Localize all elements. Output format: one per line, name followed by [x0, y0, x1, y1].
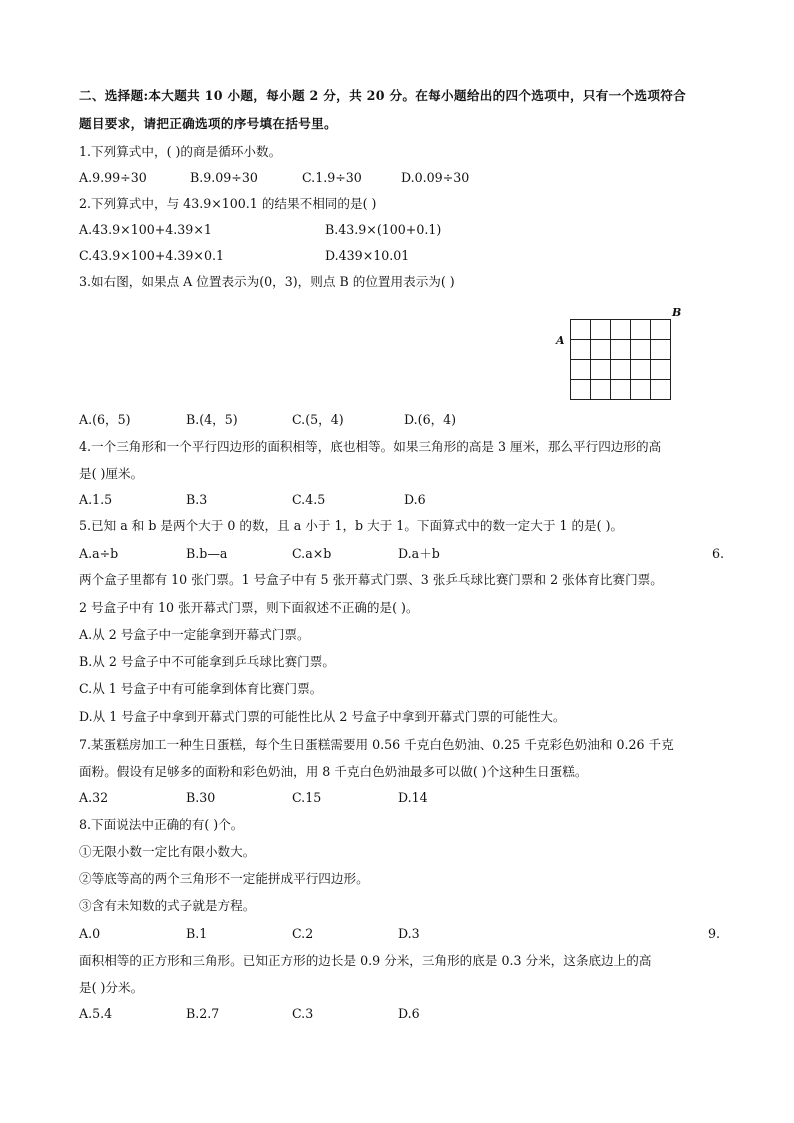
q6-option-a: A.从 2 号盒子中一定能拿到开幕式门票。: [79, 627, 310, 642]
q2-option-a: A.43.9×100+4.39×1: [79, 222, 212, 237]
q1-option-b: B.9.09÷30: [190, 170, 258, 185]
q8-statement-1: ①无限小数一定比有限小数大。: [79, 844, 256, 859]
q5-option-d: D.a＋b: [398, 546, 440, 561]
q3-option-a: A.(6，5): [79, 412, 131, 427]
q3-option-b: B.(4，5): [186, 412, 238, 427]
question-7-stem-2: 面粉。假设有足够多的面粉和彩色奶油，用 8 千克白色奶油最多可以做( )个这种生日蛋糕。: [79, 764, 588, 779]
q3-option-c: C.(5，4): [292, 412, 344, 427]
question-6-stem-2: 2 号盒子中有 10 张开幕式门票，则下面叙述不正确的是( )。: [79, 600, 419, 615]
q8-option-a: A.0: [79, 926, 101, 941]
question-8-stem: 8.下面说法中正确的有( )个。: [79, 817, 244, 832]
q8-option-b: B.1: [186, 926, 208, 941]
q2-option-b: B.43.9×(100+0.1): [325, 222, 442, 237]
q5-option-a: A.a÷b: [79, 546, 119, 561]
grid-lines: [571, 320, 671, 400]
q1-option-c: C.1.9÷30: [302, 170, 362, 185]
q7-option-d: D.14: [398, 790, 428, 805]
q2-option-d: D.439×10.01: [325, 248, 410, 263]
q3-option-d: D.(6，4): [404, 412, 457, 427]
question-4-stem-1: 4.一个三角形和一个平行四边形的面积相等，底也相等。如果三角形的高是 3 厘米，那么平行四边形的高: [79, 439, 662, 454]
question-6-number: 6.: [712, 546, 725, 561]
q4-option-d: D.6: [404, 492, 426, 507]
q8-statement-2: ②等底等高的两个三角形不一定能拼成平行四边形。: [79, 871, 369, 886]
q6-option-b: B.从 2 号盒子中不可能拿到乒乓球比赛门票。: [79, 654, 335, 669]
q8-option-d: D.3: [398, 926, 420, 941]
point-b-label: B: [672, 306, 682, 319]
section-header-line-2: 题目要求，请把正确选项的序号填在括号里。: [79, 116, 337, 131]
question-4-stem-2: 是( )厘米。: [79, 466, 144, 481]
question-3-stem: 3.如右图，如果点 A 位置表示为(0，3)，则点 B 的位置用表示为( ): [79, 274, 455, 289]
coordinate-grid-figure: [550, 302, 690, 406]
q2-option-c: C.43.9×100+4.39×0.1: [79, 248, 224, 263]
question-5-stem: 5.已知 a 和 b 是两个大于 0 的数，且 a 小于 1，b 大于 1。下面算式中的数一定大于 1 的是( )。: [79, 518, 624, 533]
section-header-line-1: 二、选择题:本大题共 10 小题，每小题 2 分，共 20 分。在每小题给出的四个选项中，只有一个选项符合: [79, 88, 687, 103]
q9-option-b: B.2.7: [186, 1006, 220, 1021]
q8-statement-3: ③含有未知数的式子就是方程。: [79, 898, 256, 913]
question-9-stem-1: 面积相等的正方形和三角形。已知正方形的边长是 0.9 分米，三角形的底是 0.3 分米，这条底边上的高: [79, 953, 652, 968]
question-7-stem-1: 7.某蛋糕房加工一种生日蛋糕，每个生日蛋糕需要用 0.56 千克白色奶油、0.25 千克彩色奶油和 0.26 千克: [79, 737, 674, 752]
question-2-stem: 2.下列算式中，与 43.9×100.1 的结果不相同的是( ): [79, 196, 377, 211]
q6-option-d: D.从 1 号盒子中拿到开幕式门票的可能性比从 2 号盒子中拿到开幕式门票的可能性大。: [79, 709, 566, 724]
q4-option-b: B.3: [186, 492, 208, 507]
q7-option-a: A.32: [79, 790, 109, 805]
question-9-stem-2: 是( )分米。: [79, 980, 144, 995]
q9-option-a: A.5.4: [79, 1006, 113, 1021]
point-a-label: A: [556, 334, 565, 347]
q9-option-d: D.6: [398, 1006, 420, 1021]
q5-option-b: B.b—a: [186, 546, 228, 561]
q4-option-a: A.1.5: [79, 492, 113, 507]
q4-option-c: C.4.5: [292, 492, 326, 507]
question-9-number: 9.: [708, 926, 721, 941]
q5-option-c: C.a×b: [292, 546, 332, 561]
q1-option-d: D.0.09÷30: [401, 170, 470, 185]
question-1-stem: 1.下列算式中，( )的商是循环小数。: [79, 144, 282, 159]
q7-option-c: C.15: [292, 790, 322, 805]
q1-option-a: A.9.99÷30: [79, 170, 147, 185]
q9-option-c: C.3: [292, 1006, 314, 1021]
question-6-stem-1: 两个盒子里都有 10 张门票。1 号盒子中有 5 张开幕式门票、3 张乒乓球比赛门票和 2 张体育比赛门票。: [79, 572, 663, 587]
q6-option-c: C.从 1 号盒子中有可能拿到体育比赛门票。: [79, 681, 323, 696]
q8-option-c: C.2: [292, 926, 314, 941]
q7-option-b: B.30: [186, 790, 216, 805]
